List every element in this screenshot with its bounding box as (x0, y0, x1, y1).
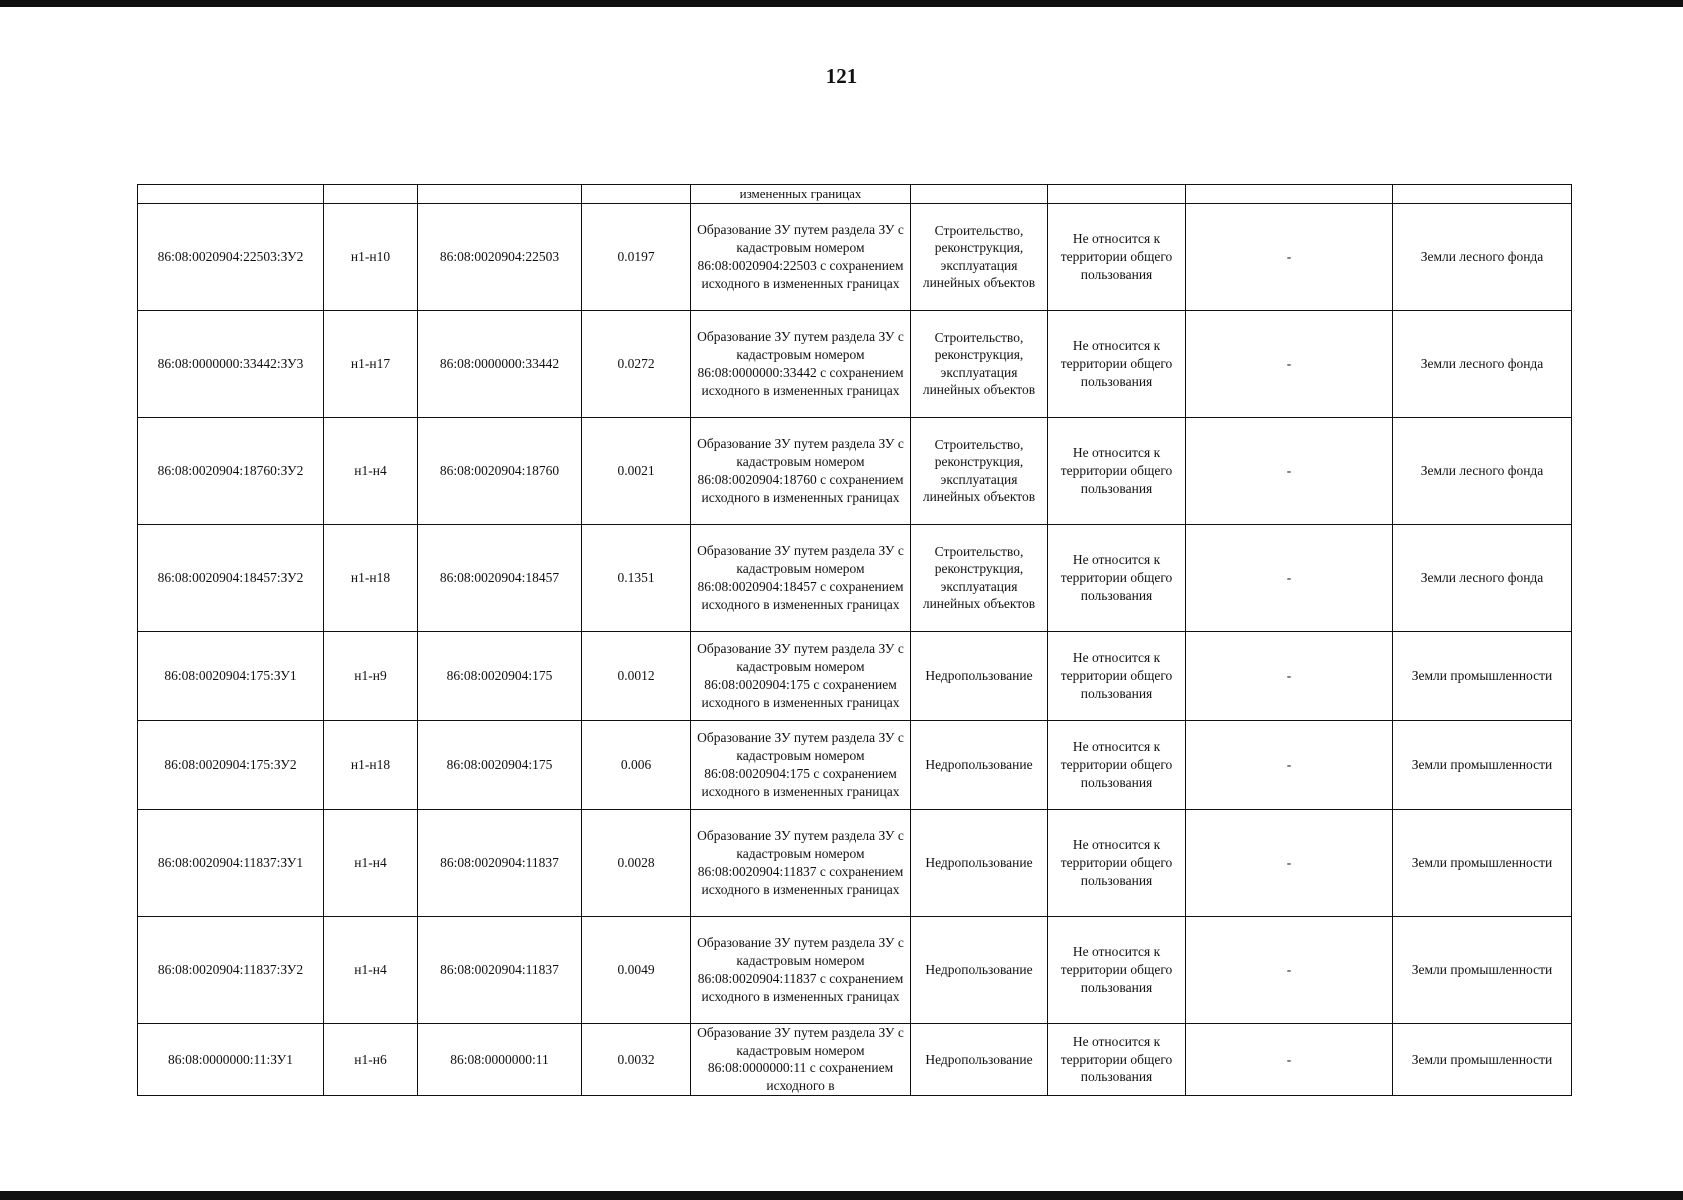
extra-cell: - (1186, 524, 1393, 631)
plot-id-cell: 86:08:0020904:18457:ЗУ2 (138, 524, 324, 631)
points-cell: н1-н17 (324, 310, 418, 417)
method-cell: Образование ЗУ путем раздела ЗУ с кадастровым номером 86:08:0020904:11837 с сохранением исходного в измененных границах (697, 828, 904, 897)
points-cell: н1-н18 (324, 524, 418, 631)
source-number-cell: 86:08:0020904:18457 (418, 524, 582, 631)
extra-cell: - (1186, 720, 1393, 809)
method-cell: Образование ЗУ путем раздела ЗУ с кадастровым номером 86:08:0020904:18760 с сохранением исходного в измененных границах (697, 436, 904, 505)
permitted-use-cell: Строительство, реконструкция, эксплуатация линейных объектов (911, 524, 1048, 631)
territory-cell: Не относится к территории общего пользования (1048, 1023, 1186, 1095)
permitted-use-cell: Недропользование (911, 916, 1048, 1023)
territory-cell: Не относится к территории общего пользования (1048, 417, 1186, 524)
method-cell: Образование ЗУ путем раздела ЗУ с кадастровым номером 86:08:0020904:11837 с сохранением исходного в измененных границах (697, 935, 904, 1004)
plot-id-cell: 86:08:0000000:33442:ЗУ3 (138, 310, 324, 417)
permitted-use-cell: Недропользование (911, 720, 1048, 809)
land-category-cell: Земли лесного фонда (1393, 417, 1572, 524)
permitted-use-cell: Недропользование (911, 1023, 1048, 1095)
territory-cell: Не относится к территории общего пользования (1048, 524, 1186, 631)
area-cell: 0.1351 (582, 524, 691, 631)
area-cell: 0.0012 (582, 631, 691, 720)
land-category-cell: Земли промышленности (1393, 916, 1572, 1023)
extra-cell: - (1186, 916, 1393, 1023)
area-cell: 0.0028 (582, 809, 691, 916)
points-cell: н1-н9 (324, 631, 418, 720)
source-number-cell: 86:08:0020904:11837 (418, 809, 582, 916)
permitted-use-cell: Строительство, реконструкция, эксплуатация линейных объектов (911, 203, 1048, 310)
extra-cell: - (1186, 1023, 1393, 1095)
plot-id-cell: 86:08:0020904:11837:ЗУ2 (138, 916, 324, 1023)
territory-cell: Не относится к территории общего пользования (1048, 720, 1186, 809)
table-row (138, 417, 1572, 524)
land-category-cell: Земли промышленности (1393, 1023, 1572, 1095)
area-cell: 0.0049 (582, 916, 691, 1023)
table-row (138, 916, 1572, 1023)
territory-cell: Не относится к территории общего пользования (1048, 809, 1186, 916)
land-category-cell: Земли лесного фонда (1393, 524, 1572, 631)
extra-cell: - (1186, 417, 1393, 524)
area-cell: 0.0021 (582, 417, 691, 524)
plot-id-cell: 86:08:0020904:22503:ЗУ2 (138, 203, 324, 310)
table-row (138, 203, 1572, 310)
method-cell: Образование ЗУ путем раздела ЗУ с кадастровым номером 86:08:0000000:33442 с сохранением исходного в измененных границах (697, 329, 904, 398)
table-row (138, 310, 1572, 417)
points-cell: н1-н4 (324, 916, 418, 1023)
table-row (138, 720, 1572, 809)
points-cell: н1-н18 (324, 720, 418, 809)
area-cell: 0.0032 (582, 1023, 691, 1095)
territory-cell: Не относится к территории общего пользования (1048, 916, 1186, 1023)
territory-cell: Не относится к территории общего пользования (1048, 203, 1186, 310)
permitted-use-cell: Недропользование (911, 809, 1048, 916)
continuation-row (138, 185, 1572, 204)
extra-cell: - (1186, 203, 1393, 310)
points-cell: н1-н10 (324, 203, 418, 310)
table-row (138, 524, 1572, 631)
land-plots-table (137, 184, 1572, 1096)
land-category-cell: Земли промышленности (1393, 631, 1572, 720)
points-cell: н1-н6 (324, 1023, 418, 1095)
territory-cell: Не относится к территории общего пользования (1048, 631, 1186, 720)
method-cell: Образование ЗУ путем раздела ЗУ с кадастровым номером 86:08:0020904:175 с сохранением исходного в измененных границах (697, 730, 904, 799)
area-cell: 0.006 (582, 720, 691, 809)
source-number-cell: 86:08:0020904:175 (418, 720, 582, 809)
source-number-cell: 86:08:0020904:175 (418, 631, 582, 720)
points-cell: н1-н4 (324, 417, 418, 524)
method-cell: Образование ЗУ путем раздела ЗУ с кадастровым номером 86:08:0000000:11 с сохранением исходного в (697, 1024, 904, 1094)
method-cell: измененных границах (691, 185, 911, 204)
scan-border-top (0, 0, 1683, 7)
permitted-use-cell: Строительство, реконструкция, эксплуатация линейных объектов (911, 417, 1048, 524)
land-category-cell: Земли лесного фонда (1393, 310, 1572, 417)
scan-border-bottom (0, 1191, 1683, 1200)
source-number-cell: 86:08:0000000:11 (418, 1023, 582, 1095)
source-number-cell: 86:08:0020904:11837 (418, 916, 582, 1023)
points-cell: н1-н4 (324, 809, 418, 916)
area-cell: 0.0197 (582, 203, 691, 310)
land-category-cell: Земли лесного фонда (1393, 203, 1572, 310)
permitted-use-cell: Строительство, реконструкция, эксплуатация линейных объектов (911, 310, 1048, 417)
method-cell: Образование ЗУ путем раздела ЗУ с кадастровым номером 86:08:0020904:175 с сохранением исходного в измененных границах (697, 641, 904, 710)
source-number-cell: 86:08:0020904:18760 (418, 417, 582, 524)
plot-id-cell: 86:08:0020904:175:ЗУ1 (138, 631, 324, 720)
permitted-use-cell: Недропользование (911, 631, 1048, 720)
extra-cell: - (1186, 631, 1393, 720)
table-row (138, 809, 1572, 916)
extra-cell: - (1186, 310, 1393, 417)
source-number-cell: 86:08:0000000:33442 (418, 310, 582, 417)
plot-id-cell: 86:08:0020904:18760:ЗУ2 (138, 417, 324, 524)
land-category-cell: Земли промышленности (1393, 809, 1572, 916)
method-cell: Образование ЗУ путем раздела ЗУ с кадастровым номером 86:08:0020904:18457 с сохранением исходного в измененных границах (697, 543, 904, 612)
page-number: 121 (825, 64, 858, 88)
area-cell: 0.0272 (582, 310, 691, 417)
source-number-cell: 86:08:0020904:22503 (418, 203, 582, 310)
plot-id-cell: 86:08:0000000:11:ЗУ1 (138, 1023, 324, 1095)
plot-id-cell: 86:08:0020904:175:ЗУ2 (138, 720, 324, 809)
table-row (138, 631, 1572, 720)
extra-cell: - (1186, 809, 1393, 916)
method-cell: Образование ЗУ путем раздела ЗУ с кадастровым номером 86:08:0020904:22503 с сохранением исходного в измененных границах (697, 222, 904, 291)
territory-cell: Не относится к территории общего пользования (1048, 310, 1186, 417)
land-category-cell: Земли промышленности (1393, 720, 1572, 809)
plot-id-cell: 86:08:0020904:11837:ЗУ1 (138, 809, 324, 916)
table-row (138, 1023, 1572, 1095)
